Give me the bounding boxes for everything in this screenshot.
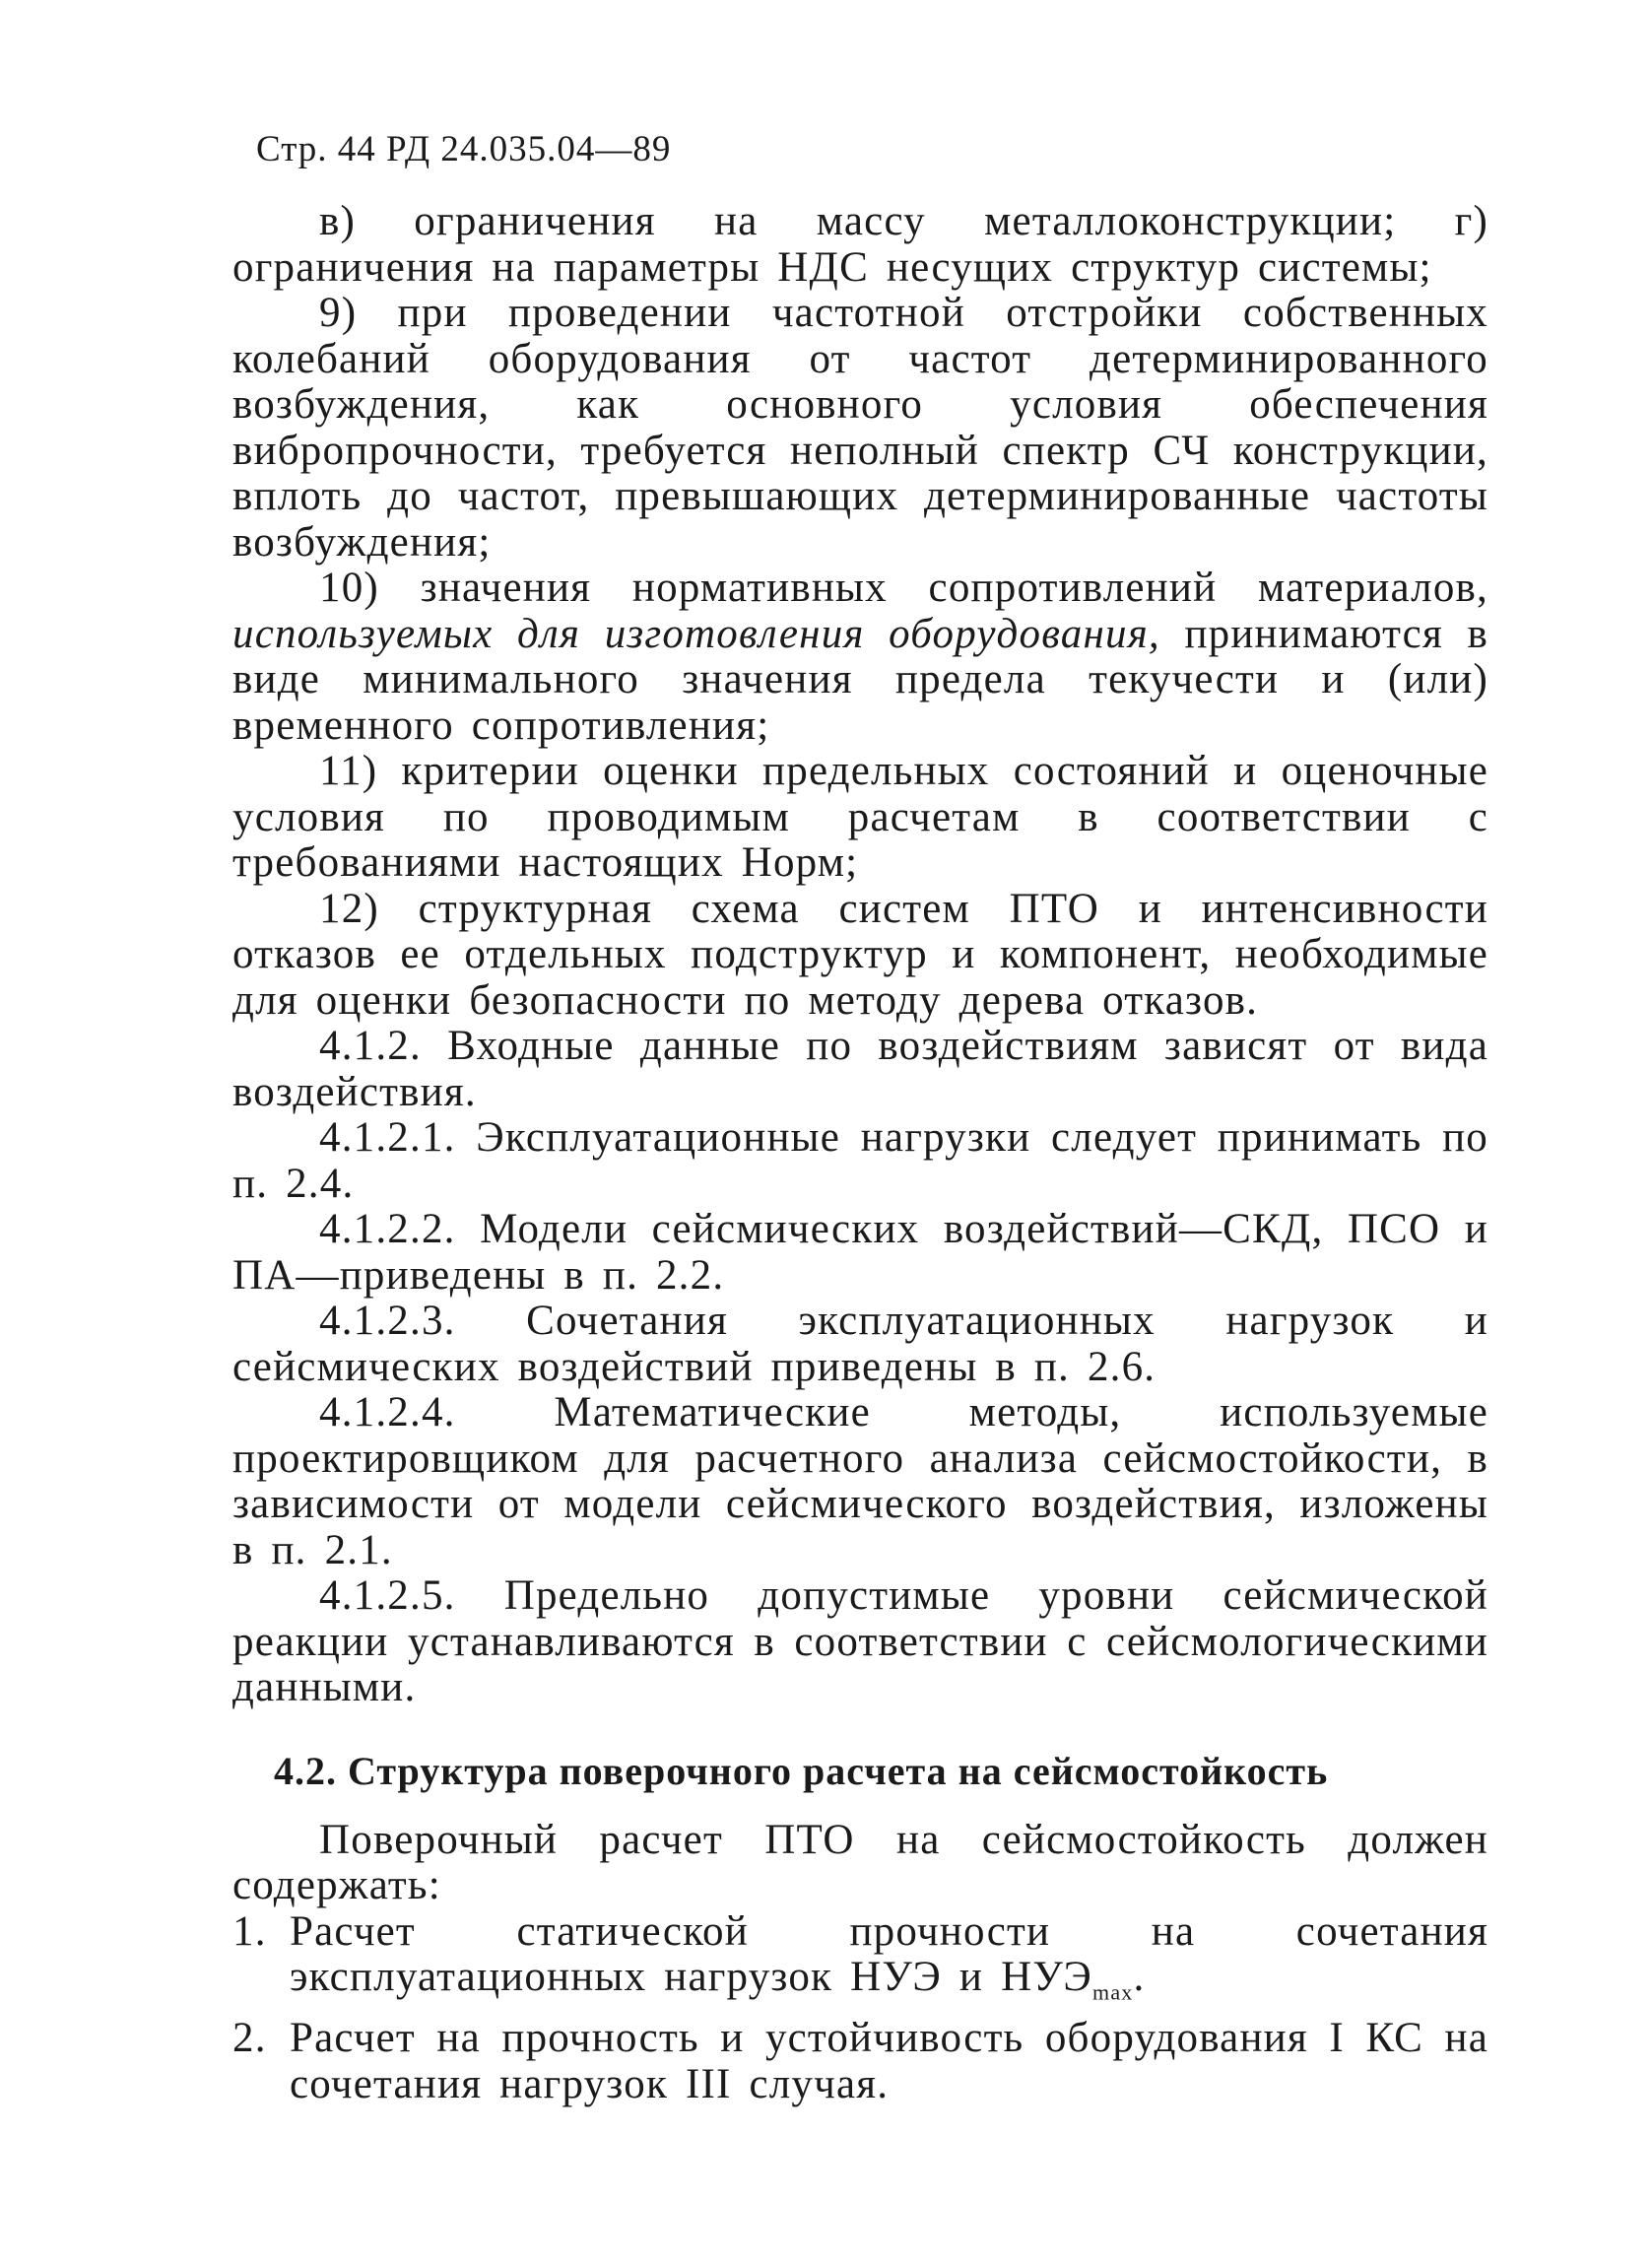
paragraph-4-1-2-2: 4.1.2.2. Модели сейсмических воздействий—СКД, ПСО и ПА—приведены в п. 2.2. bbox=[232, 1206, 1488, 1299]
list-item-number: 1. bbox=[232, 1907, 267, 1955]
paragraph-4-1-2-1: 4.1.2.1. Эксплуатационные нагрузки следует принимать по п. 2.4. bbox=[232, 1114, 1488, 1207]
list-item-text: Расчет на прочность и устойчивость оборудования I КС на сочетания нагрузок III случая. bbox=[290, 2015, 1488, 2107]
paragraph-9: 9) при проведении частотной отстройки собственных колебаний оборудования от частот детерминированного возбуждения, как основного условия обеспечения вибропрочности, требуется неполный спектр СЧ конструкции, вплоть до частот, превышающих детерминированные частоты возбуждения; bbox=[232, 290, 1488, 566]
list-item bbox=[232, 2016, 1488, 2107]
paragraph-4-1-2: 4.1.2. Входные данные по воздействиям зависят от вида воздействия. bbox=[232, 1023, 1488, 1115]
list-item-subscript: max bbox=[1092, 1979, 1134, 2005]
paragraph-4-1-2-4: 4.1.2.4. Математические методы, используемые проектировщиком для расчетного анализа сейсмостойкости, в зависимости от модели сейсмического воздействия, изложены в п. 2.1. bbox=[232, 1389, 1488, 1573]
paragraph-10-end: принимаются в виде минимального значения предела текучести и (или) временного сопротивления; bbox=[232, 610, 1488, 749]
list-item-number: 2. bbox=[232, 2015, 267, 2062]
paragraph-4-1-2-5: 4.1.2.5. Предельно допустимые уровни сейсмической реакции устанавливаются в соответствии с сейсмологическими данными. bbox=[232, 1572, 1488, 1710]
document-page bbox=[232, 128, 1488, 2107]
requirements-list bbox=[232, 1909, 1488, 2108]
list-item-tail: . bbox=[1133, 1954, 1146, 2000]
intro-paragraph: Поверочный расчет ПТО на сейсмостойкость должен содержать: bbox=[232, 1816, 1488, 1908]
list-item bbox=[232, 1909, 1488, 2017]
paragraph-12: 12) структурная схема систем ПТО и интенсивности отказов ее отдельных подструктур и компонент, необходимые для оценки безопасности по методу дерева отказов. bbox=[232, 885, 1488, 1024]
paragraph-v: в) ограничения на массу металлоконструкции; г) ограничения на параметры НДС несущих структур системы; bbox=[232, 198, 1488, 291]
paragraph-10-italic: используемых для изготовления оборудования, bbox=[232, 610, 1160, 657]
page-header: Стр. 44 РД 24.035.04—89 bbox=[256, 129, 672, 169]
list-item-text: Расчет статической прочности на сочетания эксплуатационных нагрузок НУЭ и НУЭ bbox=[290, 1907, 1488, 2000]
paragraph-11: 11) критерии оценки предельных состояний и оценочные условия по проводимым расчетам в соответствии с требованиями настоящих Норм; bbox=[232, 748, 1488, 886]
paragraph-10 bbox=[232, 566, 1488, 749]
section-heading: 4.2. Структура поверочного расчета на сейсмостойкость bbox=[274, 1748, 1329, 1793]
paragraph-10-start: 10) значения нормативных сопротивлений материалов, bbox=[319, 565, 1488, 611]
paragraph-4-1-2-3: 4.1.2.3. Сочетания эксплуатационных нагрузок и сейсмических воздействий приведены в п. 2.6. bbox=[232, 1298, 1488, 1390]
